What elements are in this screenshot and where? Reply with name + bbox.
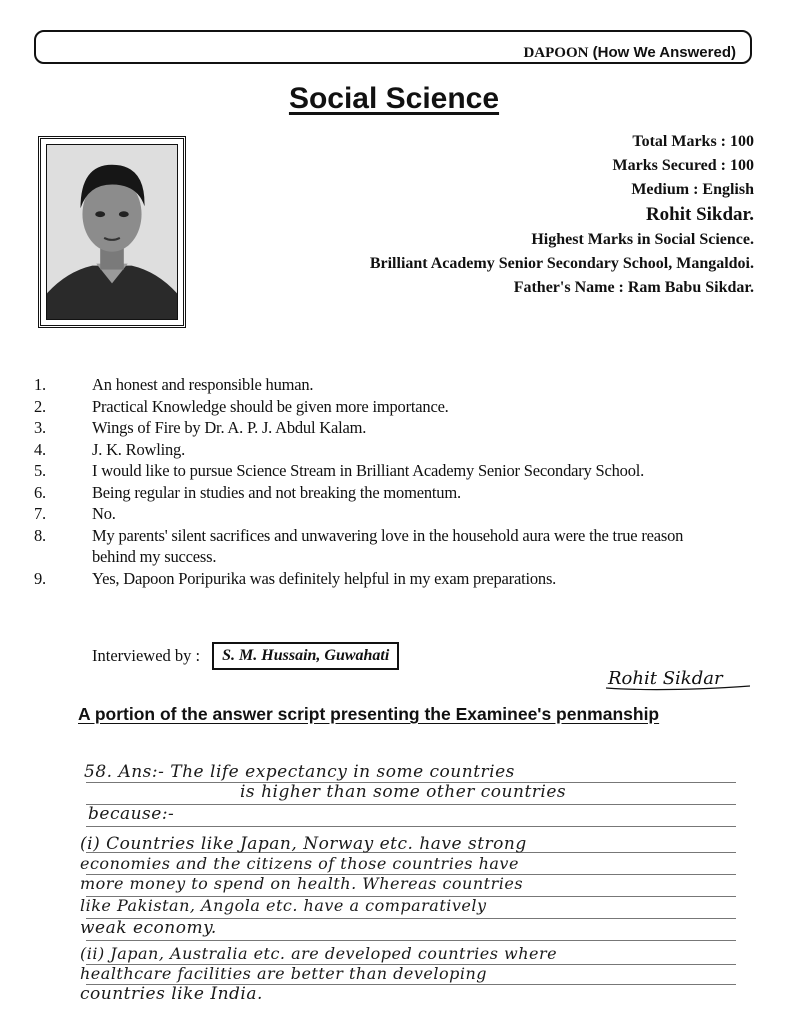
item-text: An honest and responsible human. (92, 375, 314, 394)
handwriting-line: economies and the citizens of those countries have (80, 854, 519, 873)
list-item (34, 482, 754, 504)
interviewer-name: S. M. Hussain, Guwahati (212, 642, 399, 670)
item-number: 6. (34, 482, 46, 502)
item-number: 3. (34, 418, 46, 437)
item-text: I would like to pursue Science Stream in Brilliant Academy Senior Secondary School. (92, 461, 645, 480)
item-text: Yes, Dapoon Poripurika was definitely helpful in my exam preparations. (92, 568, 557, 588)
medium: Medium : English (631, 181, 754, 198)
list-item (34, 503, 754, 525)
list-item (34, 525, 754, 568)
handwriting-line: is higher than some other countries (240, 782, 567, 802)
item-number: 5. (34, 461, 46, 480)
handwriting-line: more money to spend on health. Whereas countries (80, 874, 524, 893)
answer-script (72, 752, 752, 1002)
ruled-line (86, 940, 736, 941)
total-marks: Total Marks : 100 (632, 133, 754, 150)
portrait-icon (47, 145, 177, 319)
section-heading: A portion of the answer script presenting the Examinee's penmanship (78, 704, 660, 724)
item-text: My parents' silent sacrifices and unwavering love in the household aura were the true reason behind my success. (92, 525, 684, 566)
father-name: Father's Name : Ram Babu Sikdar. (513, 279, 754, 296)
handwriting-line: healthcare facilities are better than developing (80, 964, 488, 983)
page-title-text: Social Science (288, 82, 500, 115)
interviewed-by (92, 642, 399, 670)
answer-list (34, 374, 754, 589)
list-item (34, 374, 754, 396)
ruled-line (86, 826, 736, 827)
photo-image (46, 144, 178, 320)
item-text: Being regular in studies and not breaking the momentum. (92, 482, 461, 502)
page-title (0, 82, 788, 116)
svg-text:Rohit Sikdar: Rohit Sikdar (608, 668, 723, 689)
handwriting-line: weak economy. (80, 918, 217, 938)
list-item (34, 417, 754, 439)
student-info (370, 130, 754, 300)
list-item (34, 568, 754, 590)
handwriting-line: because:- (88, 804, 175, 824)
ruled-line (86, 804, 736, 805)
item-text: No. (92, 504, 116, 523)
header-bar (34, 30, 752, 64)
item-text: Wings of Fire by Dr. A. P. J. Abdul Kalam. (92, 418, 367, 437)
handwriting-line: like Pakistan, Angola etc. have a comparatively (80, 896, 487, 915)
header-label (523, 44, 736, 62)
school-name: Brilliant Academy Senior Secondary School, Mangaldoi. (369, 255, 754, 272)
list-item (34, 460, 754, 482)
handwriting-line: 58. Ans:- The life expectancy in some countries (84, 762, 515, 782)
handwriting-line: countries like India. (80, 984, 263, 1004)
item-number: 4. (34, 439, 46, 459)
item-number: 7. (34, 504, 46, 523)
publication-name: DAPOON (523, 45, 589, 61)
item-number: 8. (34, 525, 46, 545)
item-text: J. K. Rowling. (92, 439, 186, 459)
handwriting-line: (i) Countries like Japan, Norway etc. have strong (80, 834, 527, 854)
item-number: 2. (34, 396, 46, 416)
student-photo (38, 136, 186, 328)
item-number: 1. (34, 375, 46, 394)
marks-secured: Marks Secured : 100 (612, 157, 754, 174)
interviewed-label: Interviewed by : (92, 646, 201, 665)
achievement: Highest Marks in Social Science. (531, 231, 754, 248)
list-item (34, 439, 754, 461)
signature (604, 662, 754, 694)
item-number: 9. (34, 568, 46, 588)
handwriting-line: (ii) Japan, Australia etc. are developed countries where (80, 944, 558, 963)
list-item (34, 396, 754, 418)
item-text: Practical Knowledge should be given more importance. (92, 396, 449, 416)
student-name: Rohit Sikdar. (645, 204, 754, 225)
publication-subtitle: (How We Answered) (592, 44, 736, 61)
